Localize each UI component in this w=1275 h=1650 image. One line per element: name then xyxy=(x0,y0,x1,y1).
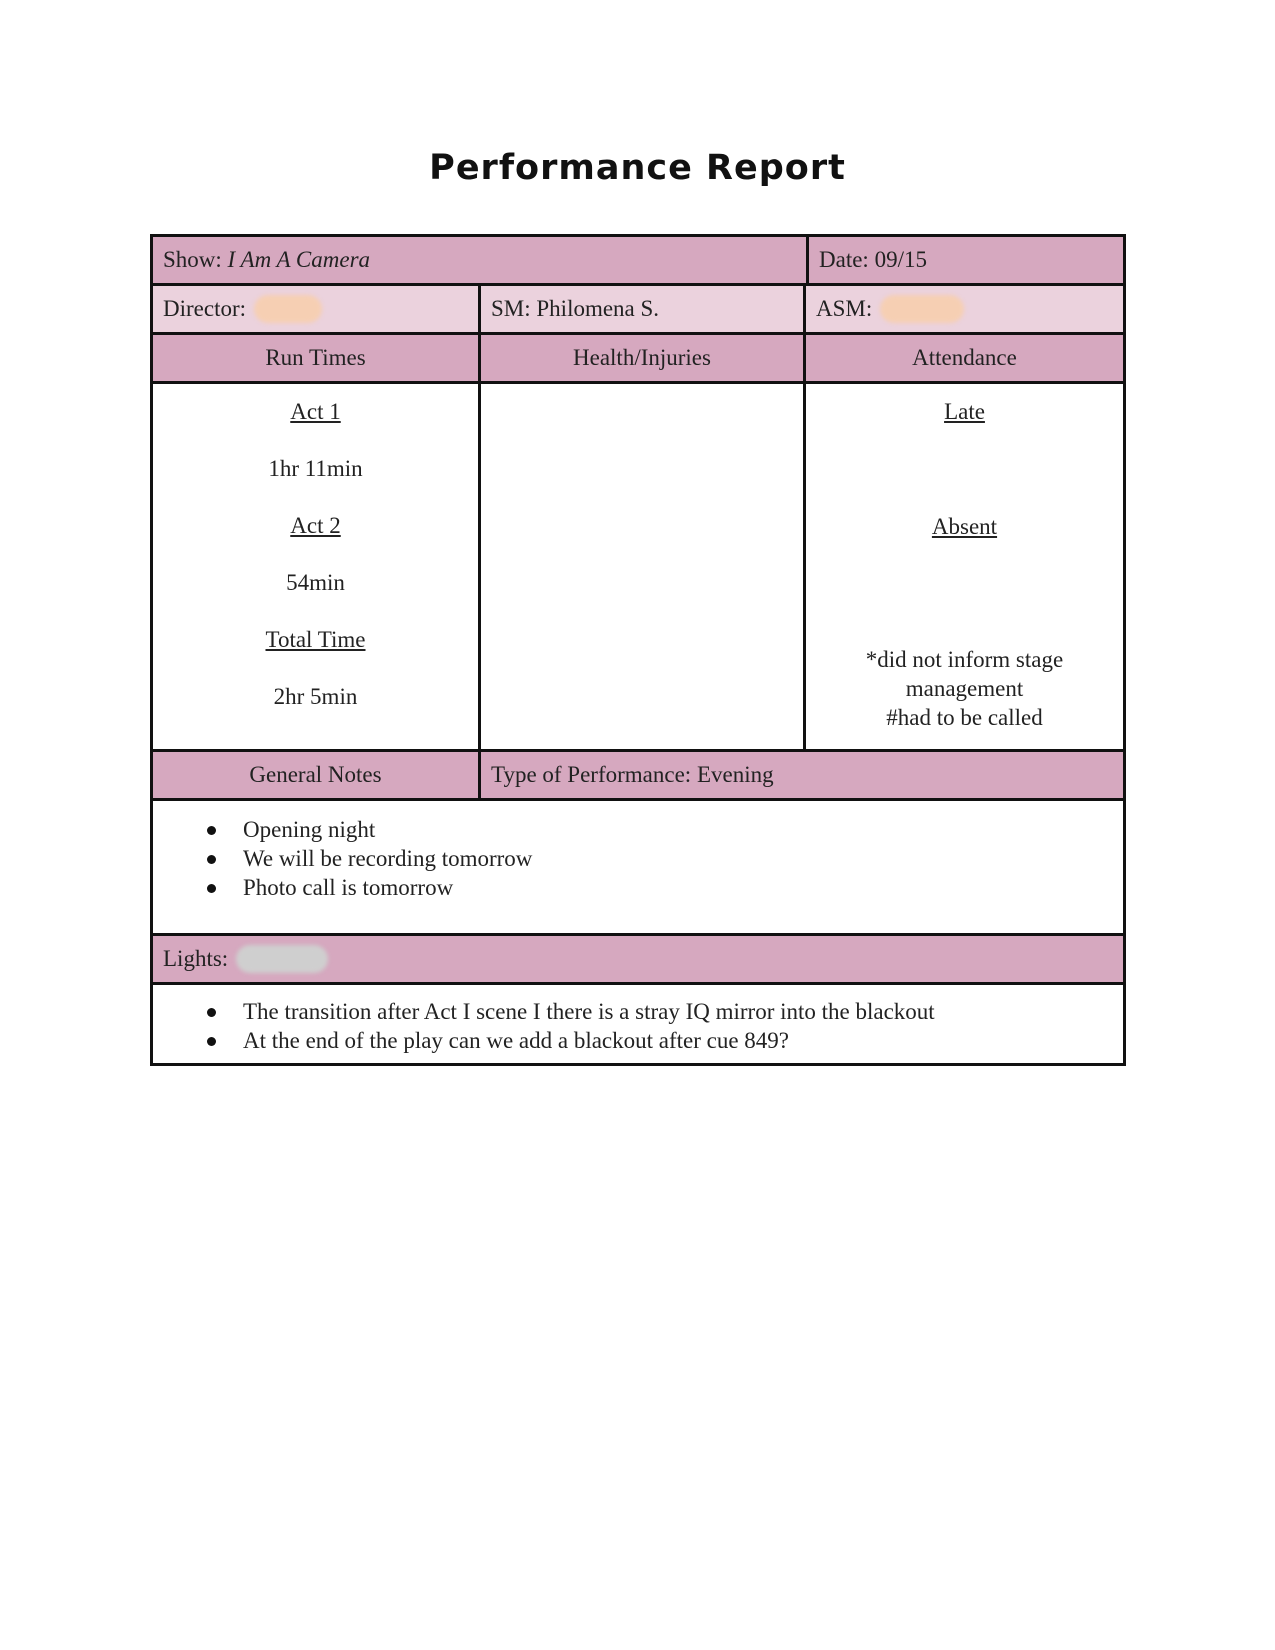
act2-time: 54min xyxy=(286,570,345,595)
asm-redaction xyxy=(880,295,964,323)
date-cell xyxy=(806,237,1123,283)
director-redaction xyxy=(254,295,322,323)
asm-cell xyxy=(803,286,1123,332)
lights-header-row xyxy=(153,936,1123,985)
lights-notes-cell xyxy=(153,985,1123,1063)
general-notes-cell xyxy=(153,801,1123,933)
list-item: At the end of the play can we add a blackout after cue 849? xyxy=(243,1026,935,1055)
attendance-note-3: #had to be called xyxy=(886,705,1043,730)
report-table xyxy=(150,234,1126,1066)
lights-redaction xyxy=(236,945,328,973)
act2-label: Act 2 xyxy=(290,513,341,538)
total-time-value: 2hr 5min xyxy=(273,684,358,709)
general-notes-row xyxy=(153,801,1123,936)
asm-label: ASM: xyxy=(816,296,873,321)
attendance-note-2: management xyxy=(905,676,1024,701)
list-item: We will be recording tomorrow xyxy=(243,846,533,871)
lights-header xyxy=(153,936,1123,982)
general-header-row xyxy=(153,752,1123,801)
details-row xyxy=(153,384,1123,752)
date-label: Date: xyxy=(819,247,869,272)
staff-row xyxy=(153,286,1123,335)
performance-type-cell xyxy=(478,752,1123,798)
report-title: Performance Report xyxy=(429,148,846,188)
health-header: Health/Injuries xyxy=(478,335,803,381)
sm-label: SM: xyxy=(491,296,531,321)
act1-label: Act 1 xyxy=(290,399,341,424)
performance-type-value: Evening xyxy=(696,762,774,787)
attendance-cell xyxy=(803,384,1123,749)
sm-name: Philomena S. xyxy=(536,296,660,321)
section-header-row xyxy=(153,335,1123,384)
list-item: Opening night xyxy=(243,815,532,844)
date-value: 09/15 xyxy=(874,247,927,272)
list-item: Photo call is tomorrow xyxy=(243,873,532,902)
attendance-note-1: *did not inform stage xyxy=(865,647,1064,672)
director-label: Director: xyxy=(163,296,247,321)
director-cell xyxy=(153,286,478,332)
show-cell xyxy=(153,237,806,283)
list-item: The transition after Act I scene I there is a stray IQ mirror into the blackout xyxy=(243,999,935,1024)
show-label: Show: xyxy=(163,247,222,272)
run-times-cell xyxy=(153,384,478,749)
general-notes-header: General Notes xyxy=(153,752,478,798)
late-label: Late xyxy=(944,399,985,424)
lights-notes-list xyxy=(163,997,935,1055)
run-times-header: Run Times xyxy=(153,335,478,381)
absent-label: Absent xyxy=(931,514,998,539)
attendance-header: Attendance xyxy=(803,335,1123,381)
health-cell xyxy=(478,384,803,749)
show-row xyxy=(153,237,1123,286)
general-notes-list xyxy=(163,815,532,902)
lights-label: Lights: xyxy=(163,946,229,971)
sm-cell xyxy=(478,286,803,332)
show-name: I Am A Camera xyxy=(227,247,371,272)
total-time-label: Total Time xyxy=(265,627,366,652)
lights-notes-row xyxy=(153,985,1123,1063)
act1-time: 1hr 11min xyxy=(268,456,363,481)
performance-type-label: Type of Performance: xyxy=(491,762,692,787)
